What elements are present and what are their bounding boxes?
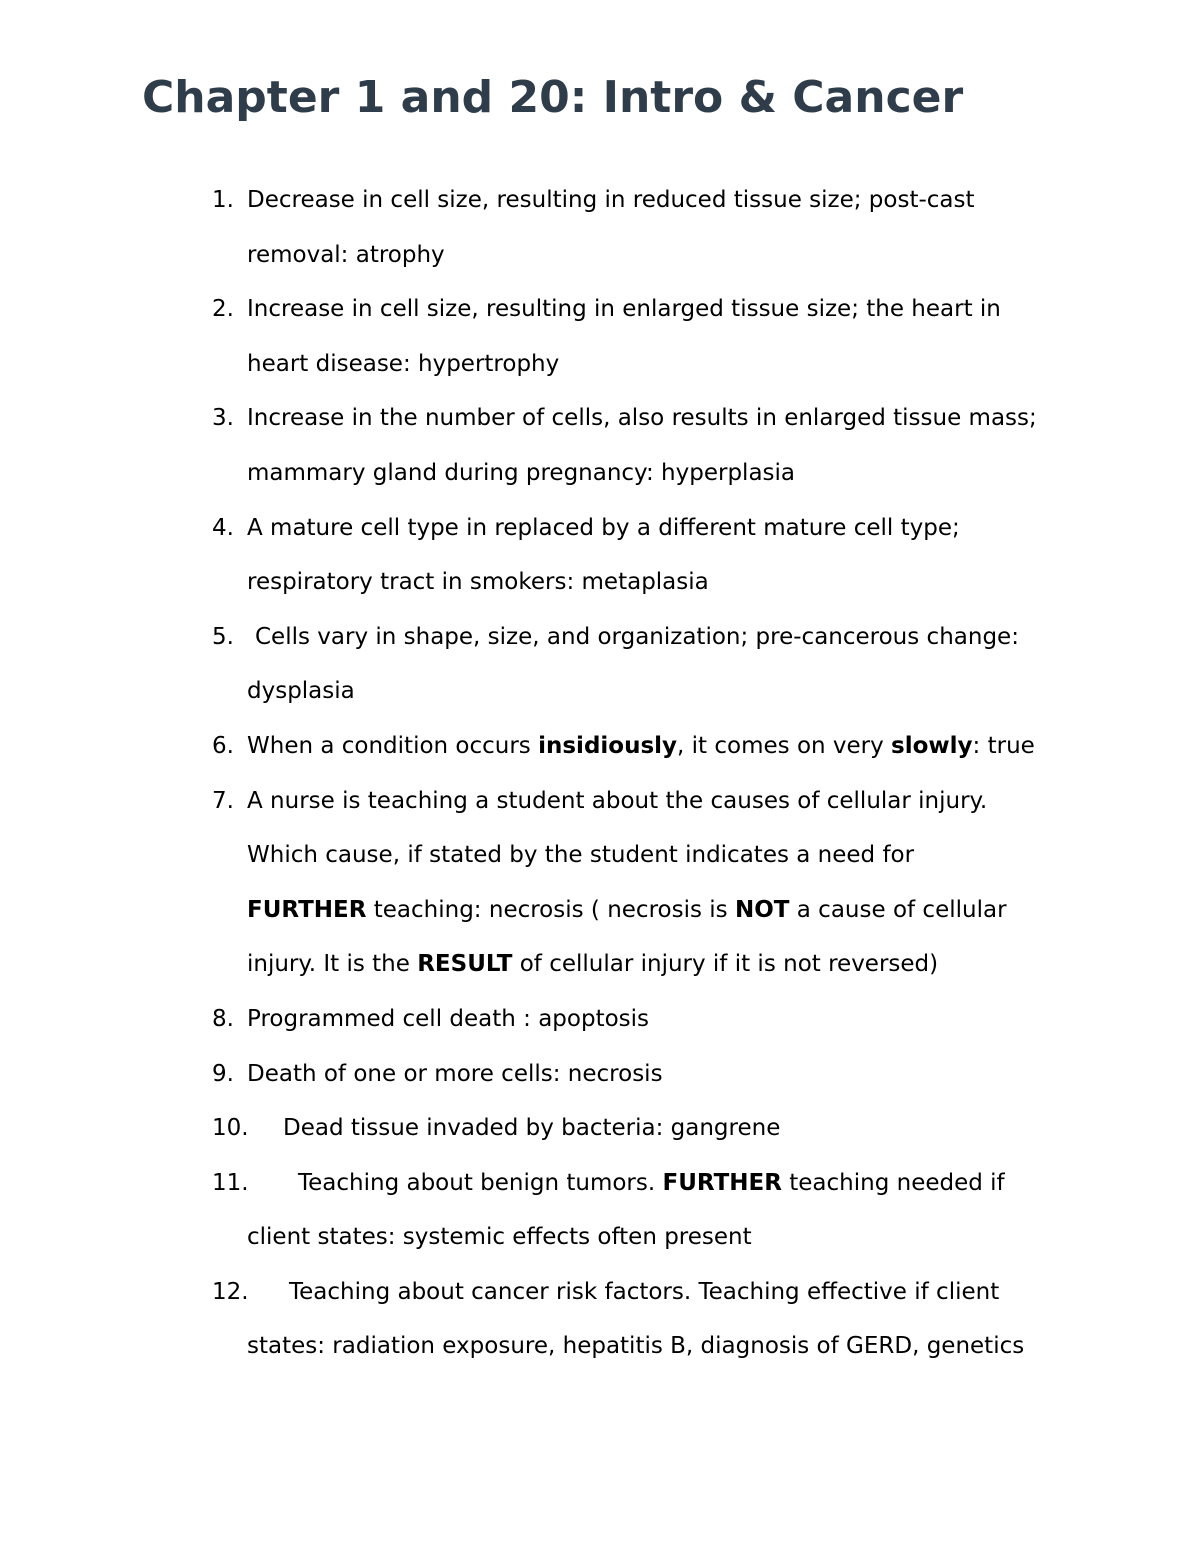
emphasis-slowly: slowly (891, 732, 973, 759)
item-line: client states: systemic effects often present (247, 1224, 752, 1251)
item-number: 7. (212, 787, 234, 814)
emphasis-not: NOT (734, 896, 790, 923)
item-line: Increase in cell size, resulting in enlarged tissue size; the heart in (247, 296, 1001, 323)
list-item (0, 719, 1200, 774)
item-line: states: radiation exposure, hepatitis B, diagnosis of GERD, genetics (247, 1333, 1025, 1360)
text-run: a cause of cellular (789, 896, 1007, 923)
item-line: A nurse is teaching a student about the causes of cellular injury. (247, 787, 988, 814)
list-item (0, 1047, 1200, 1102)
item-line (247, 951, 938, 977)
item-text (247, 719, 1067, 774)
item-text (247, 774, 1067, 992)
text-run: : true (972, 732, 1035, 759)
text-run: teaching needed if (781, 1169, 1005, 1196)
item-text (247, 501, 1067, 610)
item-line (247, 897, 1007, 923)
document-title: Chapter 1 and 20: Intro & Cancer (142, 72, 964, 123)
item-line: removal: atrophy (247, 241, 445, 268)
item-line: Decrease in cell size, resulting in reduced tissue size; post-cast (247, 187, 975, 213)
emphasis-further: FURTHER (662, 1169, 782, 1196)
item-line: dysplasia (247, 678, 355, 705)
item-line: respiratory tract in smokers: metaplasia (247, 569, 709, 596)
list-item (0, 282, 1200, 391)
item-line: Dead tissue invaded by bacteria: gangrene (283, 1115, 781, 1142)
item-line: heart disease: hypertrophy (247, 350, 560, 377)
item-number: 3. (212, 405, 234, 432)
emphasis-further: FURTHER (247, 896, 367, 923)
text-run: Teaching about benign tumors. (298, 1169, 663, 1196)
list-item (0, 1265, 1200, 1374)
item-number: 8. (212, 1005, 234, 1032)
item-line: Programmed cell death : apoptosis (247, 1005, 650, 1032)
list-item (0, 1156, 1200, 1265)
text-run: teaching: necrosis ( necrosis is (366, 896, 735, 923)
item-text (247, 1101, 1067, 1156)
emphasis-result: RESULT (417, 951, 513, 978)
list-item (0, 501, 1200, 610)
item-line: Increase in the number of cells, also results in enlarged tissue mass; (247, 405, 1037, 432)
question-list (0, 173, 1200, 1374)
item-text (247, 173, 1067, 282)
item-text (247, 610, 1067, 719)
item-number: 6. (212, 732, 234, 759)
item-number: 12. (212, 1278, 249, 1305)
item-line: Cells vary in shape, size, and organization; pre-cancerous change: (255, 623, 1019, 650)
item-line: Death of one or more cells: necrosis (247, 1060, 663, 1087)
item-number: 2. (212, 296, 234, 323)
item-line (247, 1170, 1005, 1196)
item-text (247, 1156, 1067, 1265)
item-number: 10. (212, 1115, 249, 1142)
list-item (0, 1101, 1200, 1156)
item-line: mammary gland during pregnancy: hyperplasia (247, 459, 796, 486)
text-run: When a condition occurs (247, 732, 539, 759)
text-run: of cellular injury if it is not reversed) (512, 951, 939, 978)
item-text (247, 1047, 1067, 1102)
item-line: Teaching about cancer risk factors. Teaching effective if client (289, 1278, 1000, 1305)
list-item (0, 774, 1200, 992)
item-line: Which cause, if stated by the student indicates a need for (247, 842, 915, 869)
item-number: 4. (212, 514, 234, 541)
item-line: A mature cell type in replaced by a different mature cell type; (247, 514, 960, 541)
item-number: 9. (212, 1060, 234, 1087)
item-number: 5. (212, 623, 234, 650)
emphasis-insidiously: insidiously (538, 732, 678, 759)
item-number: 11. (212, 1169, 249, 1196)
list-item (0, 992, 1200, 1047)
item-text (247, 1265, 1067, 1374)
item-text (247, 992, 1067, 1047)
item-number: 1. (212, 187, 234, 213)
item-text (247, 391, 1067, 500)
text-run: injury. It is the (247, 951, 418, 978)
list-item (0, 610, 1200, 719)
text-run: , it comes on very (677, 732, 892, 759)
list-item (0, 391, 1200, 500)
item-text (247, 282, 1067, 391)
list-item (0, 173, 1200, 282)
